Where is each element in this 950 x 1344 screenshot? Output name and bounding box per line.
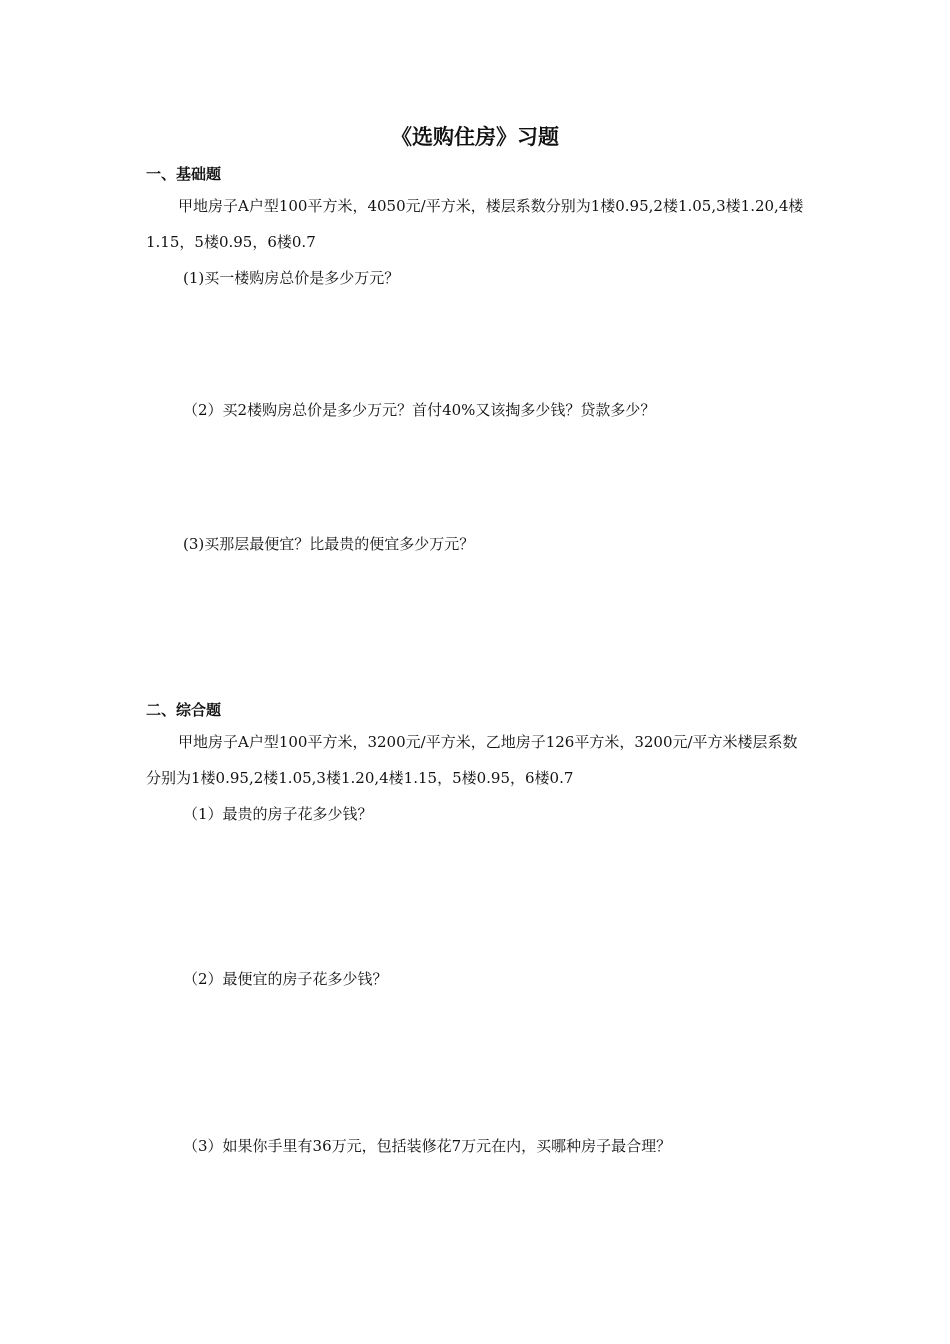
- question-2-2: （2）最便宜的房子花多少钱？: [183, 970, 388, 988]
- section-heading-comprehensive: 二、综合题: [146, 701, 222, 719]
- section-heading-basic: 一、基础题: [146, 165, 222, 183]
- question-2-3: （3）如果你手里有36万元，包括装修花7万元在内，买哪种房子最合理？: [183, 1137, 672, 1155]
- question-1-3: (3)买那层最便宜？比最贵的便宜多少万元？: [183, 535, 475, 553]
- page-title: 《选购住房》习题: [391, 125, 559, 149]
- section-paragraph-comprehensive: 甲地房子A户型100平方米，3200元/平方米，乙地房子126平方米，3200元/平方米楼层系数分别为1楼0.95,2楼1.05,3楼1.20,4楼1.15，5楼0.95，6楼0.7: [146, 733, 798, 787]
- question-1-1: (1)买一楼购房总价是多少万元？: [183, 269, 400, 287]
- section-paragraph-basic: 甲地房子A户型100平方米，4050元/平方米，楼层系数分别为1楼0.95,2楼1.05,3楼1.20,4楼1.15，5楼0.95，6楼0.7: [146, 197, 804, 251]
- question-2-1: （1）最贵的房子花多少钱？: [183, 805, 373, 823]
- question-1-2: （2）买2楼购房总价是多少万元？首付40%又该掏多少钱？贷款多少？: [183, 401, 656, 419]
